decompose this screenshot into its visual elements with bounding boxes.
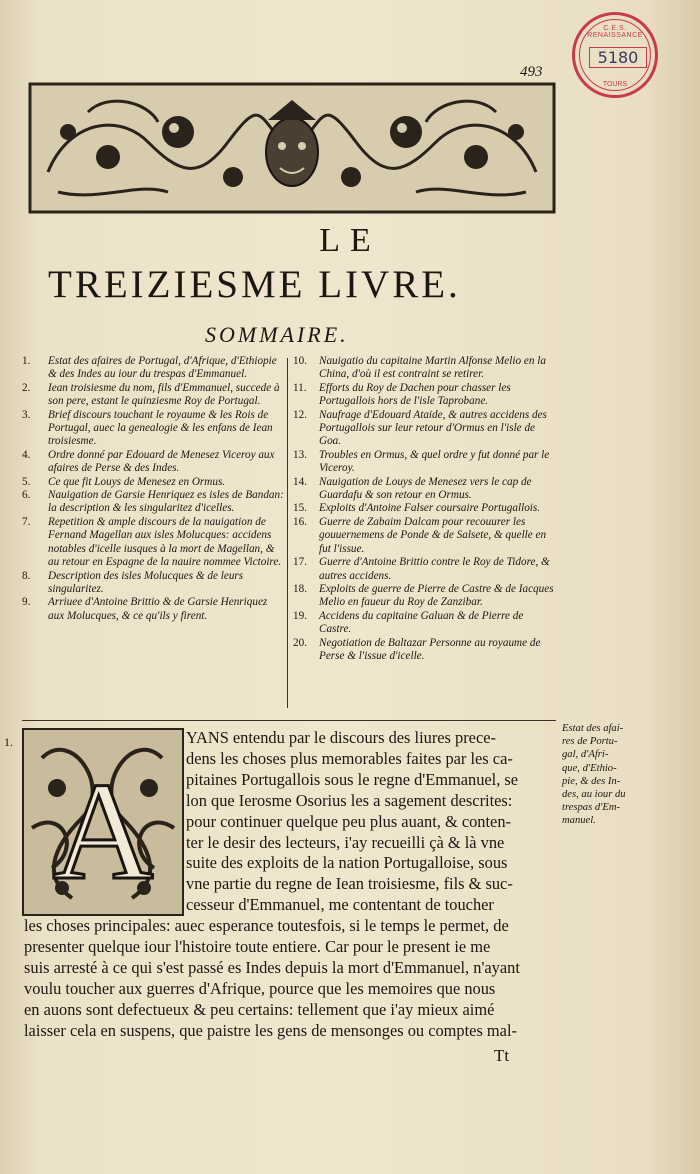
contents-item: 19. Accidens du capitaine Galuan & de Pierre de Castre.: [293, 609, 524, 636]
body-line: voulu toucher aux guerres d'Afrique, pource que les memoires que nous: [24, 978, 496, 998]
stamp-top-text: C.E.S. RENAISSANCE: [587, 25, 643, 39]
library-stamp: [572, 12, 658, 98]
body-line: cesseur d'Emmanuel, me contentant de toucher: [186, 895, 494, 915]
contents-item: 10. Nauigatio du capitaine Martin Alfonse Melio en la China, d'où il est contraint se retirer.: [293, 355, 546, 381]
body-line: en auons sont defectueux & peu certains: tellement que i'ay mieux aimé: [24, 999, 495, 1019]
contents-item: 17. Guerre d'Antoine Brittio contre le Roy de Tidore, & autres accidens.: [293, 556, 550, 582]
margin-note: [562, 722, 686, 828]
contents-item: 1. Estat des afaires de Portugal, d'Afrique, d'Ethiopie & des Indes au iour du trespas d'Emmanuel.: [22, 355, 277, 381]
body-line: les choses principales: auec esperance toutesfois, si le temps le permet, de: [24, 916, 509, 936]
title-book: TREIZIESME LIVRE.: [48, 263, 461, 306]
contents-item: 13. Troubles en Ormus, & quel ordre y fut donné par le Viceroy.: [293, 448, 550, 475]
contents-item: 6. Nauigation de Garsie Henriquez es isles de Bandan: la description & les singularitez d'icelles.: [22, 489, 284, 515]
body-line: lon que Ierosme Osorius les a sagement descrites:: [186, 790, 513, 810]
drop-cap-letter: A: [52, 754, 154, 909]
sommaire-heading: SOMMAIRE.: [205, 322, 349, 347]
horizontal-rule: [22, 720, 556, 721]
headpiece-ornament: [28, 82, 556, 214]
stamp-number: 5180: [589, 47, 647, 68]
contents-left-column: [22, 355, 284, 623]
margin-note-line: que, d'Ethio-: [562, 762, 617, 774]
body-line: laisser cela en suspens, que paistre les gens de mensonges ou comptes mal-: [24, 1020, 517, 1040]
margin-note-line: Estat des afai-: [562, 723, 624, 734]
contents-item: 9. Arriuee d'Antoine Brittio & de Garsie Henriquez aux Molucques, & ce qu'ils y firent.: [22, 596, 268, 622]
margin-note-line: gal, d'Afri-: [562, 749, 609, 761]
contents-item: 5. Ce que fit Louys de Menesez en Ormus.: [22, 475, 226, 488]
body-line: ter le desir des lecteurs, i'ay recueilli çà & là vne: [186, 832, 505, 852]
contents-item: 14. Nauigation de Louys de Menesez vers le cap de Guardafu & son retour en Ormus.: [293, 475, 532, 502]
section-number: 1.: [4, 735, 13, 749]
body-line: suis arresté à ce qui s'est passé es Indes depuis la mort d'Emmanuel, n'ayant: [24, 957, 520, 977]
title-le: LE: [319, 222, 381, 259]
contents-item: 20. Negotiation de Baltazar Personne au royaume de Perse & l'issue d'icelle.: [293, 636, 541, 662]
contents-item: 16. Guerre de Zabaim Dalcam pour recouurer les gouuernemens de Ponde & de Salsete, & quelle en fut l'issue.: [293, 515, 547, 555]
body-line: pitaines Portugallois sous le regne d'Emmanuel, se: [186, 769, 519, 789]
body-line: dens les choses plus memorables faites par les ca-: [186, 748, 513, 768]
body-line: suite des exploits de la nation Portugalloise, sous: [186, 853, 508, 873]
margin-note-line: trespas d'Em-: [562, 802, 621, 814]
body-line: vne partie du regne de Iean troisiesme, fils & suc-: [186, 874, 513, 894]
margin-note-line: res de Portu-: [562, 736, 618, 748]
contents-item: 7. Repetition & ample discours de la nauigation de Fernand Magellan aux isles Molucques: accidens notables d'icelle iusques à la mort de Magellan, & au retour en Espagne de la nauire nommee Victoire.: [22, 515, 282, 569]
column-divider: [287, 358, 288, 708]
contents-item: 8. Description des isles Molucques & de leurs singularitez.: [22, 569, 244, 595]
contents-item: 18. Exploits de guerre de Pierre de Castre & de Iacques Melio en faueur du Roy de Zanzibar.: [293, 582, 554, 609]
margin-note-line: pie, & des In-: [562, 775, 621, 787]
contents-item: 15. Exploits d'Antoine Falser coursaire Portugallois.: [293, 502, 541, 515]
stamp-bottom-text: TOURS: [602, 81, 628, 88]
contents-item: 2. Iean troisiesme du nom, fils d'Emmanuel, succede à son pere, estant le quinziesme Roy de Portugal.: [22, 381, 280, 408]
contents-right-column: [293, 355, 555, 663]
body-line: YANS entendu par le discours des liures prece-: [186, 728, 496, 747]
contents-item: 11. Efforts du Roy de Dachen pour chasser les Portugallois hors de l'isle Taprobane.: [293, 381, 511, 408]
body-line: pour continuer quelque peu plus auant, & conten-: [186, 811, 511, 831]
body-line: presenter quelque iour l'histoire toute entiere. Car pour le present ie me: [24, 937, 491, 957]
contents-item: 4. Ordre donné par Edouard de Menesez Viceroy aux afaires de Perse & des Indes.: [22, 448, 275, 475]
signature-mark: Tt: [494, 1046, 510, 1065]
body-text: [24, 728, 556, 1042]
contents-item: 3. Brief discours touchant le royaume & les Rois de Portugal, auec la genealogie & les enfans de Iean troisiesme.: [22, 408, 273, 448]
margin-note-line: manuel.: [562, 815, 596, 827]
page-number: 493: [520, 64, 543, 80]
margin-note-line: des, au iour du: [562, 789, 626, 801]
contents-item: 12. Naufrage d'Edouard Ataide, & autres accidens des Portugallois sur leur retour d'Ormus en l'isle de Goa.: [293, 408, 547, 448]
